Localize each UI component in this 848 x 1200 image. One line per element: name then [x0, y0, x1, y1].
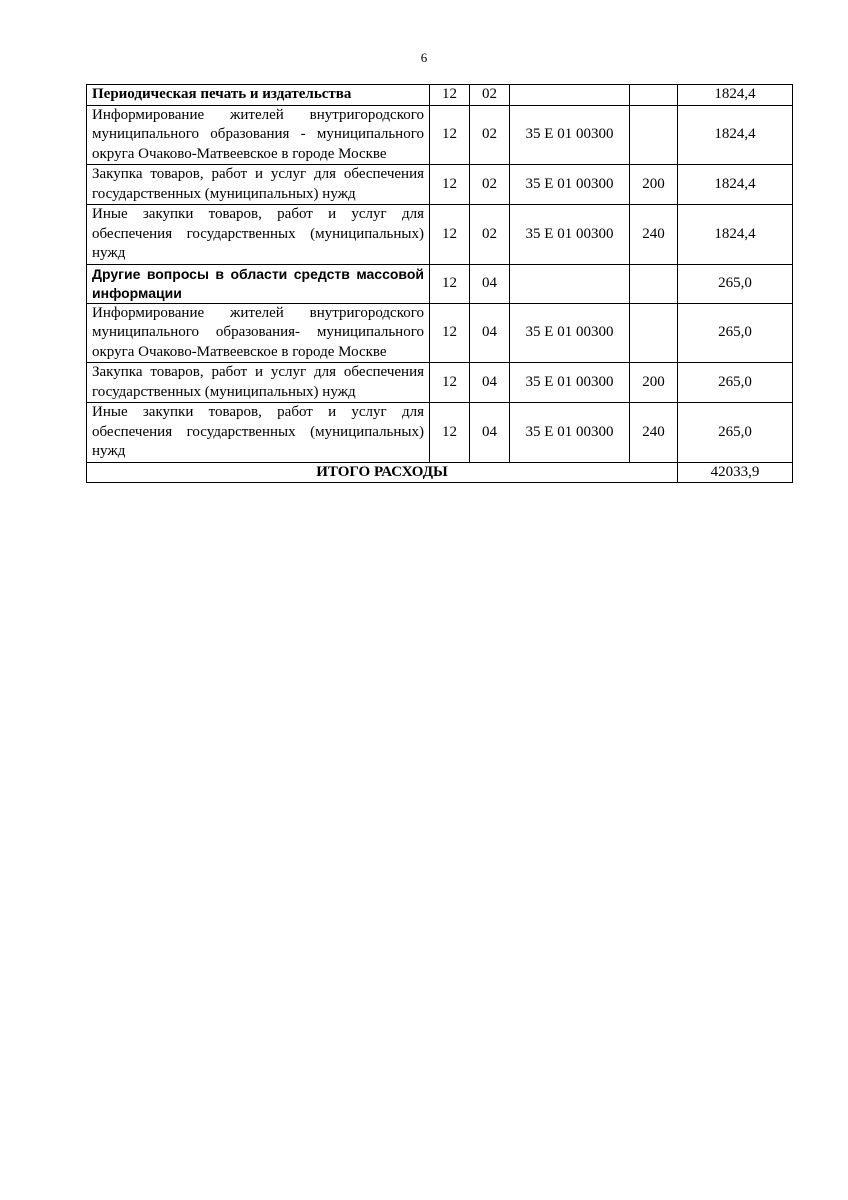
- table-row: [87, 264, 793, 303]
- table-row: [87, 105, 793, 165]
- page-number: 6: [420, 50, 428, 65]
- subsection-code-cell: 04: [470, 303, 510, 363]
- amount-cell: 265,0: [678, 363, 793, 403]
- section-code-cell: 12: [430, 85, 470, 106]
- expense-name-cell: Периодическая печать и издательства: [87, 85, 430, 106]
- subsection-code-cell: 02: [470, 165, 510, 205]
- target-article-cell: 35 Е 01 00300: [510, 105, 630, 165]
- expense-name-cell: Информирование жителей внутригородского муниципального образования - муниципального округа Очаково-Матвеевское в городе Москве: [87, 105, 430, 165]
- expense-type-cell: 200: [630, 165, 678, 205]
- subsection-code-cell: 04: [470, 264, 510, 303]
- expense-type-cell: 240: [630, 205, 678, 265]
- section-code-cell: 12: [430, 363, 470, 403]
- amount-cell: 265,0: [678, 303, 793, 363]
- amount-cell: 1824,4: [678, 85, 793, 106]
- target-article-cell: 35 Е 01 00300: [510, 363, 630, 403]
- expense-type-cell: [630, 85, 678, 106]
- subsection-code-cell: 04: [470, 363, 510, 403]
- budget-table-body: [87, 85, 793, 483]
- expense-name-cell: Иные закупки товаров, работ и услуг для обеспечения государственных (муниципальных) нужд: [87, 403, 430, 463]
- amount-cell: 1824,4: [678, 105, 793, 165]
- table-row: [87, 85, 793, 106]
- expense-type-cell: [630, 105, 678, 165]
- expense-type-cell: 240: [630, 403, 678, 463]
- table-row: [87, 303, 793, 363]
- table-row: [87, 165, 793, 205]
- section-code-cell: 12: [430, 303, 470, 363]
- expense-name-cell: Иные закупки товаров, работ и услуг для обеспечения государственных (муниципальных) нужд: [87, 205, 430, 265]
- target-article-cell: 35 Е 01 00300: [510, 403, 630, 463]
- subsection-code-cell: 02: [470, 85, 510, 106]
- section-code-cell: 12: [430, 403, 470, 463]
- amount-cell: 1824,4: [678, 165, 793, 205]
- amount-cell: 265,0: [678, 264, 793, 303]
- table-row: [87, 403, 793, 463]
- amount-cell: 265,0: [678, 403, 793, 463]
- amount-cell: 1824,4: [678, 205, 793, 265]
- expense-name-cell: Закупка товаров, работ и услуг для обеспечения государственных (муниципальных) нужд: [87, 165, 430, 205]
- section-code-cell: 12: [430, 165, 470, 205]
- expense-name-cell: Информирование жителей внутригородского муниципального образования- муниципального округа Очаково-Матвеевское в городе Москве: [87, 303, 430, 363]
- expense-name-cell: Закупка товаров, работ и услуг для обеспечения государственных (муниципальных) нужд: [87, 363, 430, 403]
- expense-type-cell: 200: [630, 363, 678, 403]
- target-article-cell: [510, 85, 630, 106]
- subsection-code-cell: 02: [470, 205, 510, 265]
- expense-name-cell: Другие вопросы в области средств массовой информации: [87, 264, 430, 303]
- subsection-code-cell: 04: [470, 403, 510, 463]
- total-row: [87, 462, 793, 483]
- section-code-cell: 12: [430, 264, 470, 303]
- table-row: [87, 363, 793, 403]
- section-code-cell: 12: [430, 105, 470, 165]
- target-article-cell: 35 Е 01 00300: [510, 303, 630, 363]
- section-code-cell: 12: [430, 205, 470, 265]
- subsection-code-cell: 02: [470, 105, 510, 165]
- target-article-cell: [510, 264, 630, 303]
- budget-table: [86, 84, 793, 483]
- target-article-cell: 35 Е 01 00300: [510, 205, 630, 265]
- total-label: ИТОГО РАСХОДЫ: [87, 462, 678, 483]
- table-row: [87, 205, 793, 265]
- target-article-cell: 35 Е 01 00300: [510, 165, 630, 205]
- expense-type-cell: [630, 303, 678, 363]
- total-amount: 42033,9: [678, 462, 793, 483]
- expense-type-cell: [630, 264, 678, 303]
